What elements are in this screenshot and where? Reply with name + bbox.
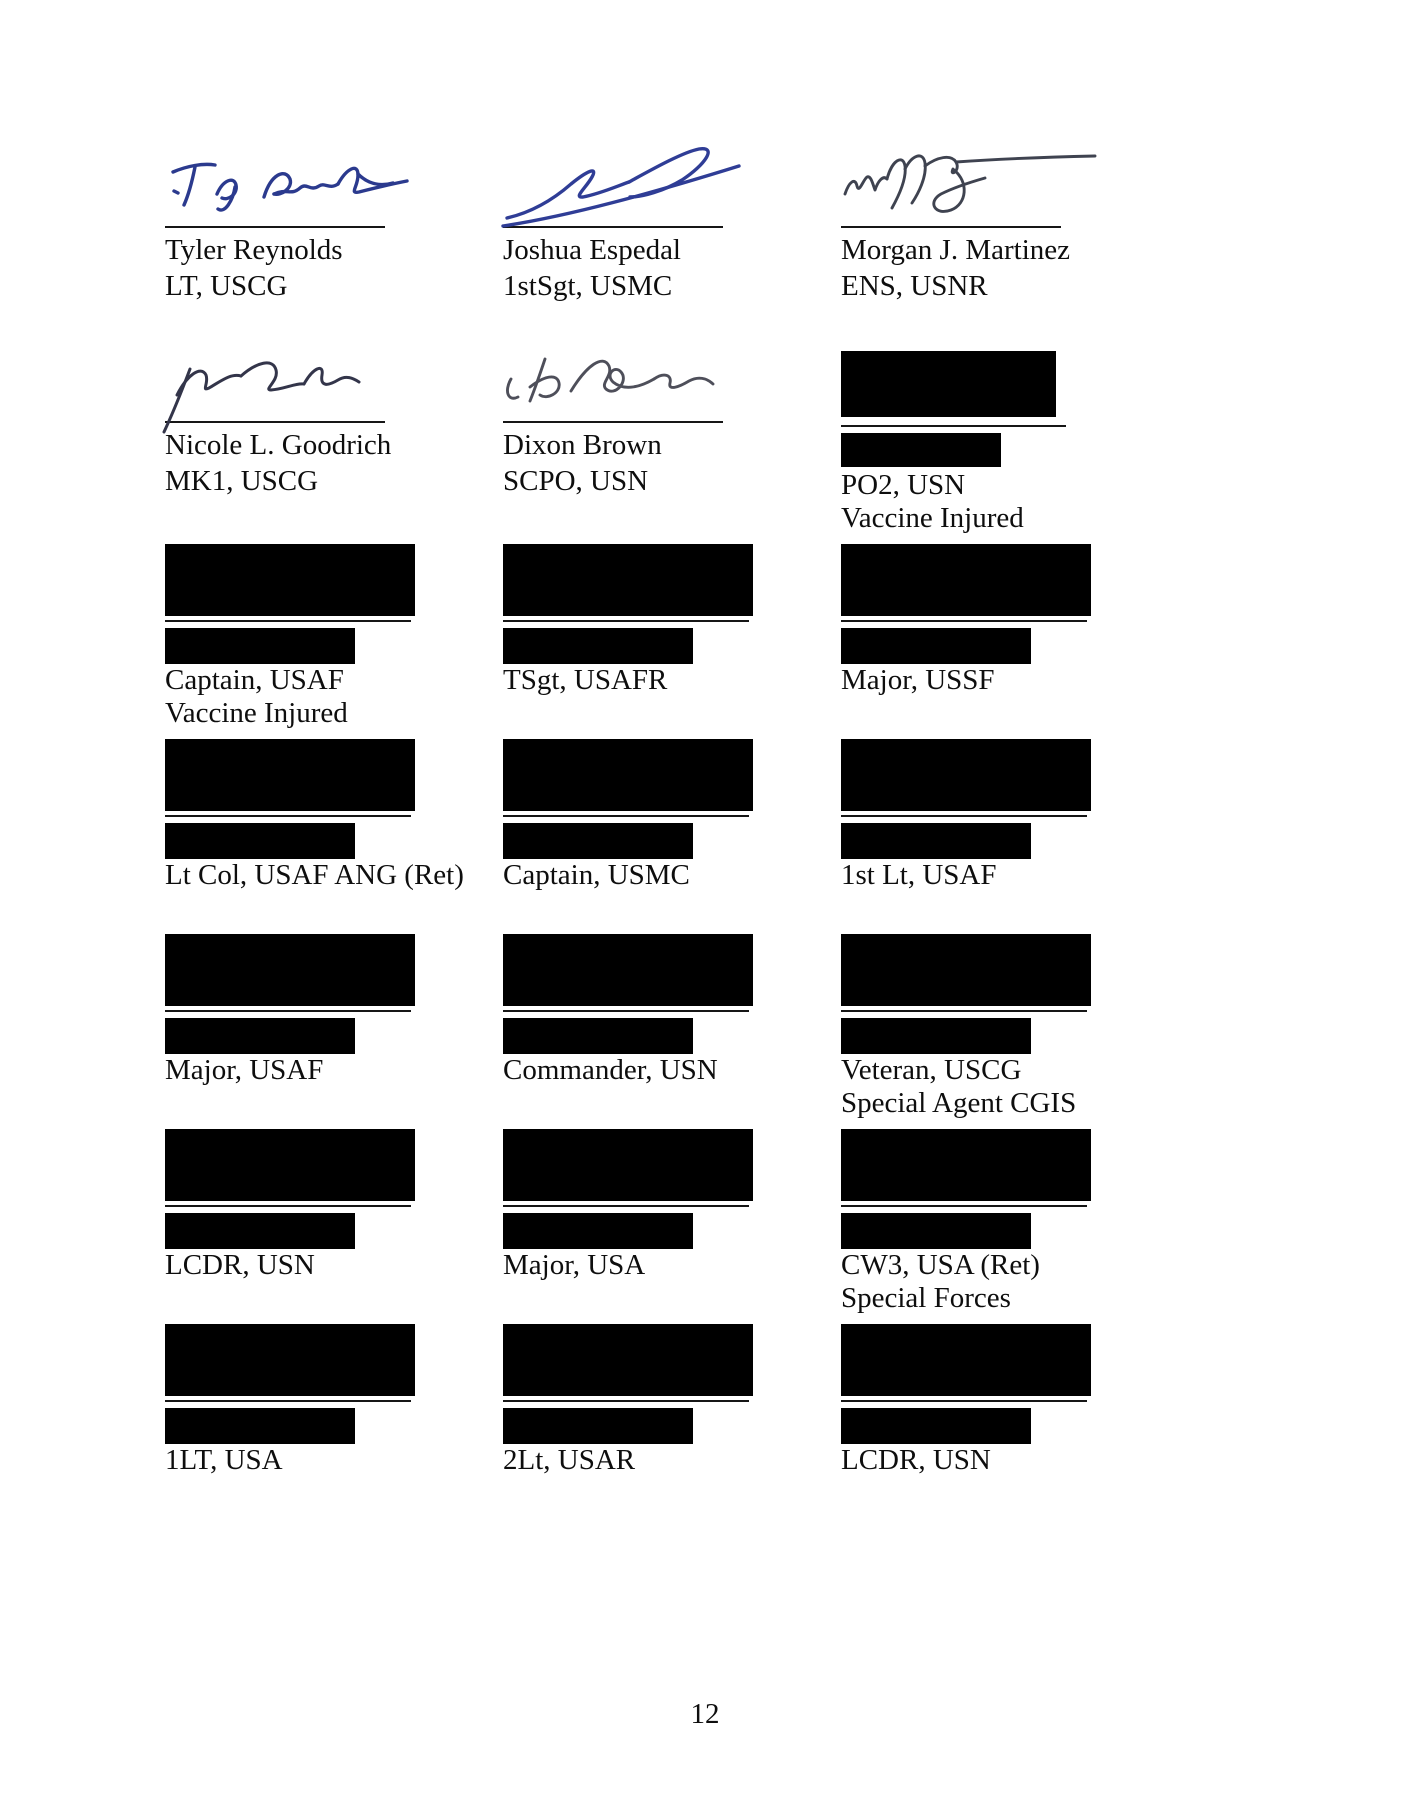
name-area — [841, 228, 1174, 270]
signature-area — [841, 1115, 1174, 1201]
name-area — [841, 1207, 1174, 1249]
redacted-signature-block — [503, 1129, 753, 1201]
redacted-name-block — [165, 628, 355, 664]
redacted-name-block — [503, 1018, 693, 1054]
signatory-rank: 2Lt, USAR — [503, 1444, 636, 1476]
signatory-entry — [498, 335, 836, 530]
signature-ink — [837, 142, 1137, 234]
name-area — [841, 622, 1174, 664]
signatory-rank: Captain, USMC — [503, 859, 690, 891]
redacted-name-block — [503, 628, 693, 664]
signatory-rank: Major, USA — [503, 1249, 646, 1281]
redacted-signature-block — [165, 934, 415, 1006]
name-area — [841, 427, 1174, 469]
name-area — [841, 1402, 1174, 1444]
signature-area — [841, 920, 1174, 1006]
signatory-rank: Veteran, USCG — [841, 1054, 1022, 1086]
name-area — [503, 1207, 836, 1249]
signatory-entry — [836, 1310, 1174, 1505]
signatory-rank: ENS, USNR — [841, 270, 988, 302]
signatory-rank: CW3, USA (Ret) — [841, 1249, 1040, 1281]
name-area — [165, 1402, 498, 1444]
signatory-entry — [498, 1115, 836, 1310]
signatory-entry — [498, 725, 836, 920]
signatory-rank: LCDR, USN — [841, 1444, 991, 1476]
name-area — [165, 622, 498, 664]
name-area — [165, 1207, 498, 1249]
signatory-rank: 1stSgt, USMC — [503, 270, 673, 302]
signatory-rank: Commander, USN — [503, 1054, 718, 1086]
signature-area — [841, 1310, 1174, 1396]
signature-area — [503, 335, 836, 421]
signature-area — [841, 140, 1174, 226]
redacted-name-block — [841, 823, 1031, 859]
signatory-name: Nicole L. Goodrich — [165, 429, 392, 461]
signature-area — [165, 1310, 498, 1396]
redacted-name-block — [503, 1408, 693, 1444]
signature-area — [841, 530, 1174, 616]
redacted-signature-block — [165, 1129, 415, 1201]
signatory-note: Vaccine Injured — [165, 697, 348, 729]
signatory-rank: PO2, USN — [841, 469, 966, 501]
signatory-entry — [498, 530, 836, 725]
signatory-rank: Captain, USAF — [165, 664, 344, 696]
redacted-signature-block — [841, 1129, 1091, 1201]
signatory-rank: LCDR, USN — [165, 1249, 315, 1281]
page-number: 12 — [690, 1698, 720, 1730]
name-area — [165, 423, 498, 465]
signatory-entry — [498, 140, 836, 335]
signatory-entry — [498, 1310, 836, 1505]
redacted-name-block — [165, 1018, 355, 1054]
signatory-entry — [836, 140, 1174, 335]
signature-ink — [499, 142, 759, 234]
signatory-entry — [836, 335, 1174, 534]
name-area — [165, 817, 498, 859]
signatory-entry — [836, 1115, 1174, 1314]
name-area — [503, 622, 836, 664]
redacted-signature-block — [503, 1324, 753, 1396]
redacted-name-block — [165, 823, 355, 859]
name-area — [503, 817, 836, 859]
redacted-signature-block — [841, 544, 1091, 616]
redacted-signature-block — [503, 934, 753, 1006]
redacted-signature-block — [165, 544, 415, 616]
signature-area — [841, 335, 1174, 421]
name-area — [503, 228, 836, 270]
redacted-name-block — [503, 1213, 693, 1249]
signature-area — [503, 530, 836, 616]
signatory-name: Joshua Espedal — [503, 234, 681, 266]
name-area — [165, 228, 498, 270]
signature-area — [165, 335, 498, 421]
signatory-entry — [160, 530, 498, 729]
signatory-entry — [160, 725, 498, 920]
redacted-name-block — [503, 823, 693, 859]
signature-area — [165, 140, 498, 226]
redacted-signature-block — [503, 739, 753, 811]
signature-ink — [161, 337, 421, 429]
signatory-entry — [160, 140, 498, 335]
name-area — [165, 1012, 498, 1054]
signatory-name: Morgan J. Martinez — [841, 234, 1070, 266]
redacted-name-block — [165, 1408, 355, 1444]
signatory-entry — [160, 920, 498, 1115]
signatory-rank: Major, USAF — [165, 1054, 324, 1086]
signatory-rank: Major, USSF — [841, 664, 995, 696]
signatory-entry — [836, 530, 1174, 725]
signature-area — [503, 1310, 836, 1396]
signatory-note: Vaccine Injured — [841, 502, 1024, 534]
signatory-note: Special Agent CGIS — [841, 1087, 1077, 1119]
name-area — [503, 423, 836, 465]
signatory-rank: TSgt, USAFR — [503, 664, 668, 696]
signature-area — [165, 1115, 498, 1201]
signatory-rank: MK1, USCG — [165, 465, 319, 497]
signature-ink — [161, 142, 421, 234]
signatory-entry — [836, 920, 1174, 1119]
name-area — [503, 1402, 836, 1444]
redacted-signature-block — [841, 739, 1091, 811]
signature-area — [165, 725, 498, 811]
signature-area — [503, 140, 836, 226]
redacted-signature-block — [165, 739, 415, 811]
signature-area — [165, 920, 498, 1006]
signatory-entry — [160, 1310, 498, 1505]
signatory-name: Tyler Reynolds — [165, 234, 343, 266]
name-area — [841, 1012, 1174, 1054]
redacted-signature-block — [503, 544, 753, 616]
redacted-name-block — [841, 1213, 1031, 1249]
name-area — [503, 1012, 836, 1054]
redacted-signature-block — [165, 1324, 415, 1396]
signatory-rank: 1LT, USA — [165, 1444, 283, 1476]
redacted-name-block — [841, 628, 1031, 664]
signatory-rank: LT, USCG — [165, 270, 288, 302]
signatory-entry — [836, 725, 1174, 920]
signature-area — [503, 725, 836, 811]
redacted-signature-block — [841, 351, 1056, 417]
signature-area — [503, 920, 836, 1006]
signatory-entry — [498, 920, 836, 1115]
signature-area — [503, 1115, 836, 1201]
signatory-rank: Lt Col, USAF ANG (Ret) — [165, 859, 464, 891]
redacted-name-block — [841, 1408, 1031, 1444]
signatory-entry — [160, 335, 498, 530]
signatory-entry — [160, 1115, 498, 1310]
redacted-signature-block — [841, 1324, 1091, 1396]
signatory-rank: SCPO, USN — [503, 465, 649, 497]
redacted-name-block — [841, 1018, 1031, 1054]
name-area — [841, 817, 1174, 859]
redacted-signature-block — [841, 934, 1091, 1006]
redacted-name-block — [165, 1213, 355, 1249]
redacted-name-block — [841, 433, 1001, 467]
signature-area — [165, 530, 498, 616]
signature-ink — [499, 337, 759, 429]
signature-area — [841, 725, 1174, 811]
signatory-note: Special Forces — [841, 1282, 1011, 1314]
signatory-rank: 1st Lt, USAF — [841, 859, 997, 891]
signatory-name: Dixon Brown — [503, 429, 662, 461]
signatures-grid — [160, 140, 1174, 1505]
